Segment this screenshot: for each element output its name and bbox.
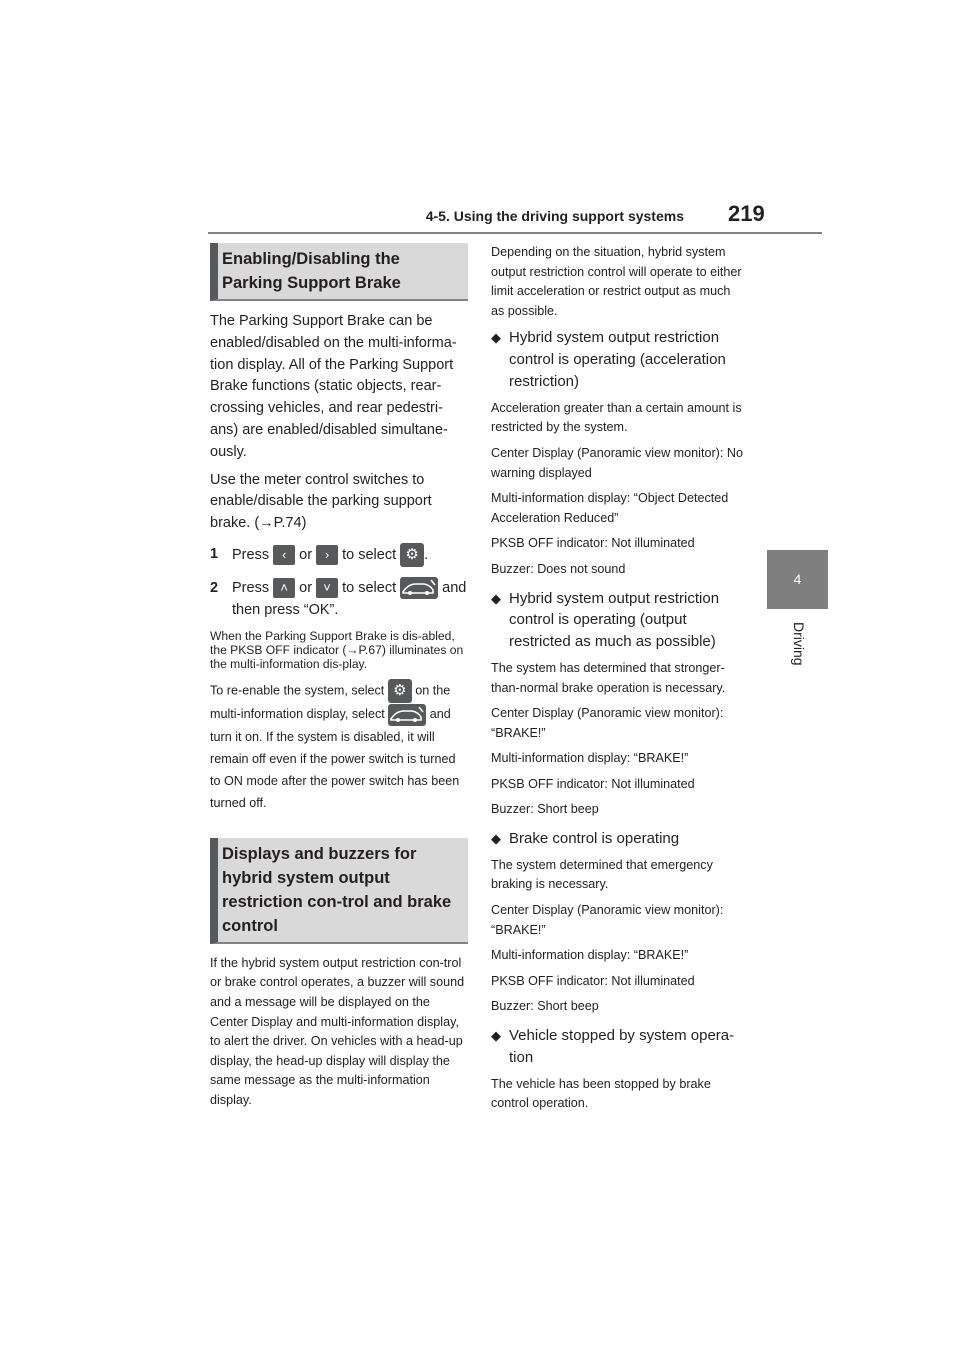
center-display-status: Center Display (Panoramic view monitor): No warning displayed [491, 445, 743, 480]
diamond-bullet-icon: ◆ [491, 330, 501, 346]
pksb-indicator-status: PKSB OFF indicator: Not illuminated [491, 973, 695, 988]
bullet-output-restricted [491, 588, 747, 653]
paragraph-alert-driver: If the hybrid system output restriction con-trol or brake control operates, a buzzer will sound and a message will be displayed on the Center Display and multi-information display, to alert the driver. On vehicles with a head-up display, the head-up display will display the same message as the multi-information display. [210, 955, 465, 1107]
step-text-select: to select [342, 546, 397, 563]
car-pksb-icon [388, 704, 426, 726]
diamond-bullet-icon: ◆ [491, 1028, 501, 1044]
bullet-acceleration-restriction [491, 327, 747, 392]
gear-icon: ⚙ [400, 543, 424, 567]
pksb-indicator-status: PKSB OFF indicator: Not illuminated [491, 536, 695, 551]
section-heading-displays-buzzers: Displays and buzzers for hybrid system output restriction con-trol and brake control [210, 838, 468, 944]
multi-info-status: Multi-information display: “BRAKE!” [491, 948, 689, 963]
header-rule [208, 232, 822, 234]
desc: The system determined that emergency braking is necessary. [491, 857, 713, 892]
chevron-left-icon: ‹ [273, 545, 295, 565]
paragraph-situation: Depending on the situation, hybrid system output restriction control will operate to either limit acceleration or restrict output as much as possible. [491, 245, 742, 318]
diamond-bullet-icon: ◆ [491, 590, 501, 606]
buzzer-status: Buzzer: Short beep [491, 999, 599, 1014]
step-text-press: Press [232, 546, 270, 563]
multi-info-status: Multi-information display: “Object Detected Acceleration Reduced” [491, 491, 729, 525]
step-2-text [232, 577, 468, 621]
note-re-enable-post: and turn it on. If the system is disabled, it will remain off even if the power switch is turned to ON mode after the power switch has been turned off. [210, 707, 460, 810]
buzzer-status: Buzzer: Short beep [491, 802, 599, 817]
step-text-press: Press [232, 579, 270, 596]
chapter-label: Driving [791, 622, 807, 666]
note-re-enable-pre: To re-enable the system, select [210, 683, 385, 698]
multi-info-status: Multi-information display: “BRAKE!” [491, 751, 689, 766]
step-text-or: or [299, 579, 313, 596]
buzzer-status: Buzzer: Does not sound [491, 561, 626, 576]
section-heading-enable-disable: Enabling/Disabling the Parking Support Brake [210, 243, 468, 301]
step-2 [210, 577, 468, 621]
paragraph-meter-switches: Use the meter control switches to enable/disable the parking support brake. (→P.74) [210, 471, 432, 532]
desc: The system has determined that stronger-than-normal brake operation is necessary. [491, 660, 726, 695]
step-1 [210, 543, 468, 567]
chevron-down-icon: ˅ [316, 578, 338, 598]
pksb-indicator-status: PKSB OFF indicator: Not illuminated [491, 776, 695, 791]
step-text-end: . [424, 546, 429, 563]
step-text-end: and then press “OK”. [232, 579, 467, 619]
bullet-title: Hybrid system output restriction control is operating (output restricted as much as possible) [509, 589, 720, 651]
bullet-title: Hybrid system output restriction control is operating (acceleration restriction) [509, 329, 726, 390]
page-header-title: 4-5. Using the driving support systems [425, 208, 684, 224]
note-re-enable-mid: on the multi-information display, select [210, 683, 451, 722]
car-pksb-icon [400, 577, 438, 599]
bullet-vehicle-stopped [491, 1025, 747, 1069]
note-re-enable [210, 679, 468, 814]
bullet-title: Brake control is operating [509, 830, 680, 848]
chevron-up-icon: ˄ [273, 578, 295, 598]
step-text-or: or [299, 546, 313, 563]
page-number: 219 [728, 201, 765, 226]
bullet-title: Vehicle stopped by system opera-tion [509, 1027, 735, 1066]
diamond-bullet-icon: ◆ [491, 831, 501, 847]
chevron-right-icon: › [316, 545, 338, 565]
center-display-status: Center Display (Panoramic view monitor): “BRAKE!” [491, 903, 724, 937]
left-column [210, 243, 468, 1111]
step-1-text [232, 543, 428, 567]
chapter-tab: 4 [767, 550, 828, 609]
step-text-select: to select [342, 579, 397, 596]
bullet-brake-control [491, 828, 747, 850]
step-number: 2 [210, 579, 219, 596]
desc: Acceleration greater than a certain amount is restricted by the system. [491, 400, 742, 435]
note-disabled-indicator: When the Parking Support Brake is dis-abled, the PKSB OFF indicator (→P.67) illuminates on the multi-information dis-play. [210, 629, 464, 672]
gear-icon: ⚙ [388, 679, 412, 703]
right-column [491, 243, 747, 1114]
desc: The vehicle has been stopped by brake control operation. [491, 1076, 711, 1111]
center-display-status: Center Display (Panoramic view monitor): “BRAKE!” [491, 706, 724, 740]
step-number: 1 [210, 545, 219, 562]
paragraph-intro: The Parking Support Brake can be enabled/disabled on the multi-informa-tion display. All of the Parking Support Brake functions (static objects, rear-crossing vehicles, and rear pedestri-ans) are enabled/disabled simultane-ously. [210, 313, 457, 460]
